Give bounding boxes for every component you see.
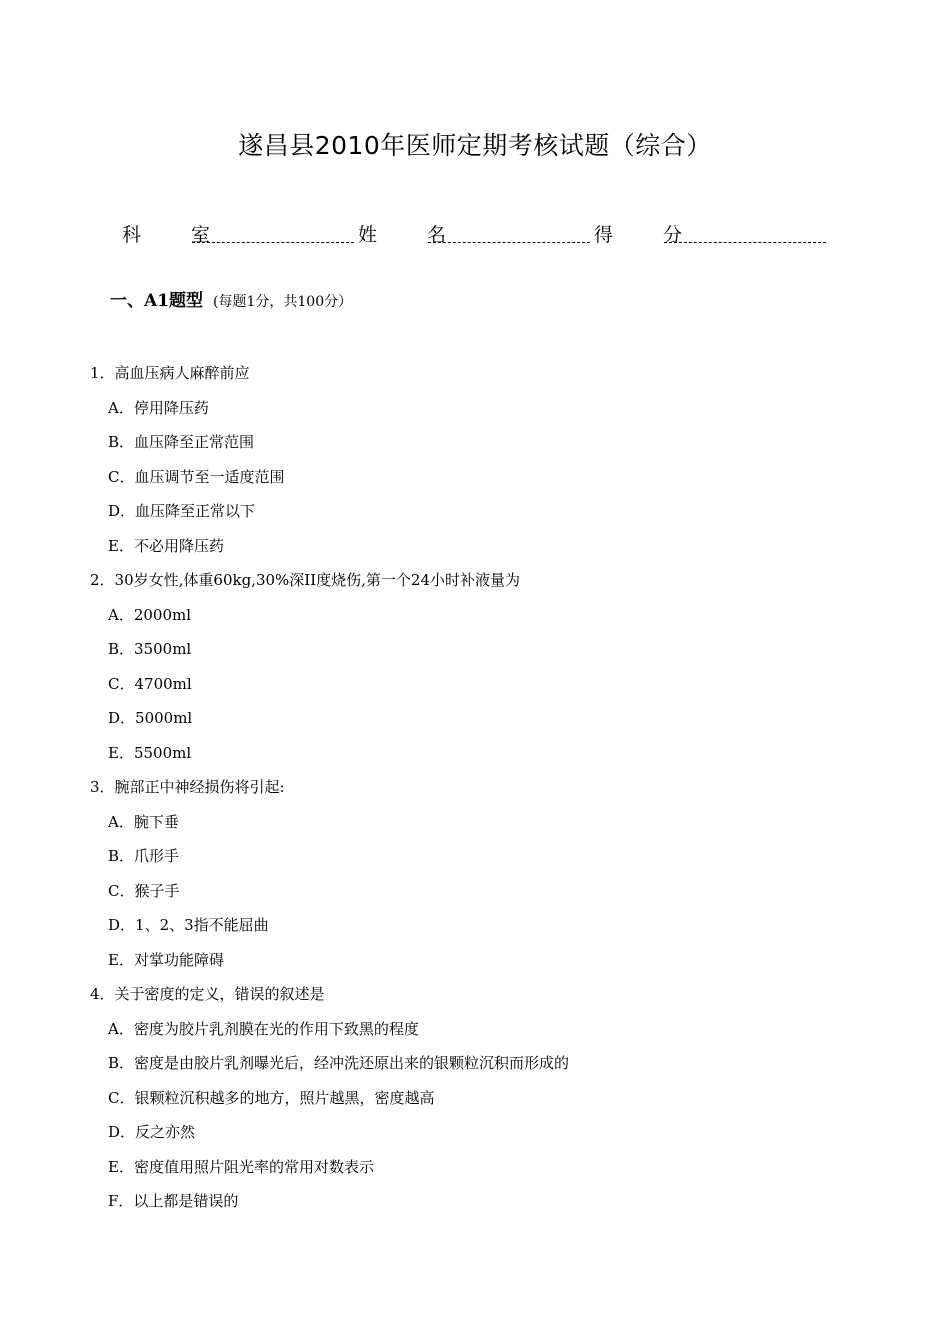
score-blank [664,242,826,243]
score-label: 得 分 [594,224,705,246]
answer-option: F．以上都是错误的 [108,1192,239,1210]
department-label: 科 室 [122,224,233,246]
question-stem: 2．30岁女性,体重60kg,30%深II度烧伤,第一个24小时补液量为 [90,571,520,589]
question-stem: 4．关于密度的定义，错误的叙述是 [90,985,325,1003]
answer-option: A．密度为胶片乳剂膜在光的作用下致黑的程度 [108,1019,419,1038]
answer-option: C．4700ml [108,674,192,693]
answer-option: E．5500ml [108,743,192,762]
answer-option: D．血压降至正常以下 [108,502,256,520]
page-title: 遂昌县2010年医师定期考核试题（综合） [238,131,712,160]
question-stem: 3．腕部正中神经损伤将引起: [90,778,285,796]
answer-option: D．1、2、3指不能屈曲 [108,916,269,934]
answer-option: B．爪形手 [108,847,180,865]
department-blank [192,242,354,243]
answer-option: E．对掌功能障碍 [108,950,224,969]
question-stem: 1．高血压病人麻醉前应 [90,364,250,382]
answer-option: C．血压调节至一适度范围 [108,467,285,486]
section-heading [110,288,352,315]
section-title: 一、A1题型 [110,291,204,311]
exam-info-row [122,219,842,251]
answer-option: E．不必用降压药 [108,536,224,555]
answer-option: C．银颗粒沉积越多的地方，照片越黑，密度越高 [108,1088,435,1107]
answer-option: E．密度值用照片阻光率的常用对数表示 [108,1157,374,1176]
answer-option: B．密度是由胶片乳剂曝光后，经冲洗还原出来的银颗粒沉积而形成的 [108,1054,570,1072]
answer-option: B．血压降至正常范围 [108,433,255,451]
answer-option: B．3500ml [108,640,192,658]
name-blank [428,242,590,243]
name-label: 姓 名 [358,224,469,246]
answer-option: A．2000ml [108,605,192,624]
answer-option: C．猴子手 [108,881,180,900]
answer-option: A．停用降压药 [108,398,209,417]
answer-option: A．腕下垂 [108,812,179,831]
answer-option: D．5000ml [108,709,193,727]
section-note: (每题1分，共100分） [213,294,353,310]
question-list [90,360,850,1223]
answer-option: D．反之亦然 [108,1123,196,1141]
